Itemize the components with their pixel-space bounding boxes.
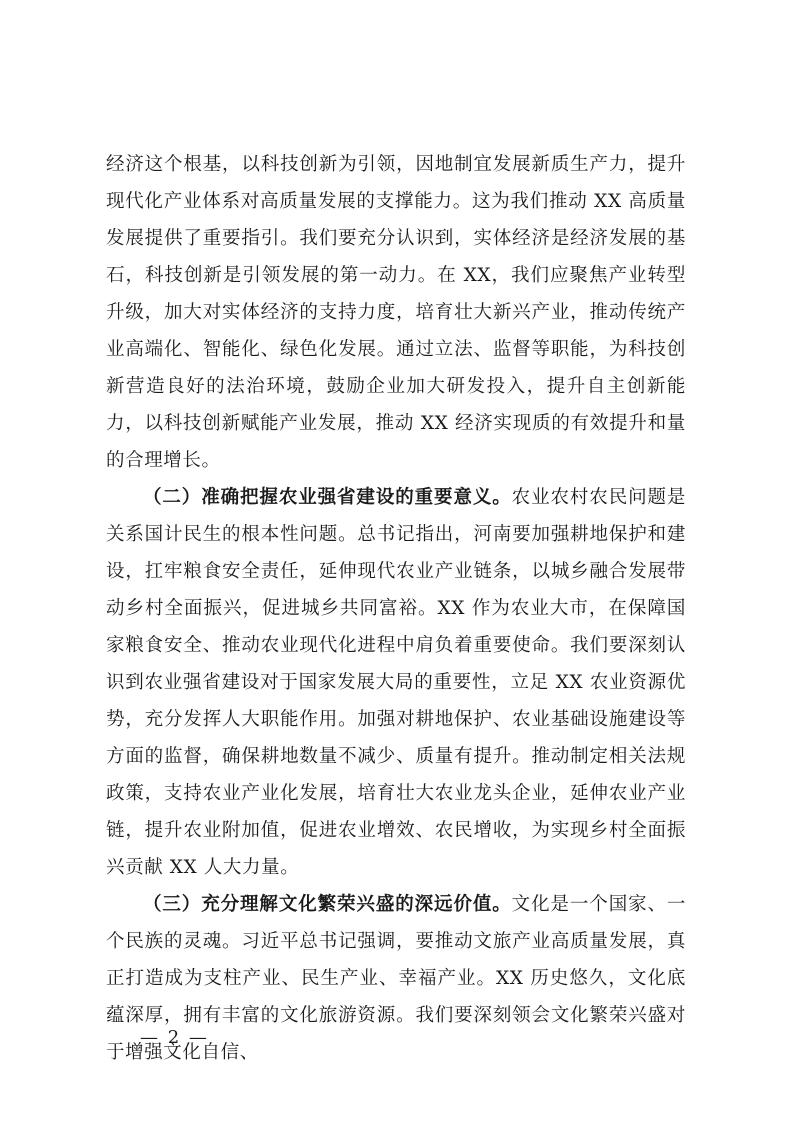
paragraph-3-text: 文化是一个国家、一个民族的灵魂。习近平总书记强调，要推动文旅产业高质量发展，真正打造成为支柱产业、民生产业、幸福产业。XX 历史悠久，文化底蕴深厚，拥有丰富的文化旅游资源。我们要深刻领会文化繁荣兴盛对于增强文化自信、 [106, 894, 686, 1063]
paragraph-2 [106, 479, 686, 886]
body-text [106, 146, 686, 1071]
paragraph-2-heading: （二）准确把握农业强省建设的重要意义。 [143, 487, 512, 508]
paragraph-3-heading: （三）充分理解文化繁荣兴盛的深远价值。 [143, 894, 512, 915]
paragraph-2-text: 农业农村农民问题是关系国计民生的根本性问题。总书记指出，河南要加强耕地保护和建设，扛牢粮食安全责任，延伸现代农业产业链条，以城乡融合发展带动乡村全面振兴，促进城乡共同富裕。XX 作为农业大市，在保障国家粮食安全、推动农业现代化进程中肩负着重要使命。我们要深刻认识到农业强省建设对于国家发展大局的重要性，立足 XX 农业资源优势，充分发挥人大职能作用。加强对耕地保护、农业基础设施建设等方面的监督，确保耕地数量不减少、质量有提升。推动制定相关法规政策，支持农业产业化发展，培育壮大农业龙头企业，延伸农业产业链，提升农业附加值，促进农业增效、农民增收，为实现乡村全面振兴贡献 XX 人大力量。 [106, 487, 686, 878]
paragraph-1 [106, 146, 686, 479]
paragraph-1-text: 经济这个根基，以科技创新为引领，因地制宜发展新质生产力，提升现代化产业体系对高质量发展的支撑能力。这为我们推动 XX 高质量发展提供了重要指引。我们要充分认识到，实体经济是经济发展的基石，科技创新是引领发展的第一动力。在 XX，我们应聚焦产业转型升级，加大对实体经济的支持力度，培育壮大新兴产业，推动传统产业高端化、智能化、绿色化发展。通过立法、监督等职能，为科技创新营造良好的法治环境，鼓励企业加大研发投入，提升自主创新能力，以科技创新赋能产业发展，推动 XX 经济实现质的有效提升和量的合理增长。 [106, 154, 686, 471]
page-number: — 2 — [140, 1027, 209, 1048]
